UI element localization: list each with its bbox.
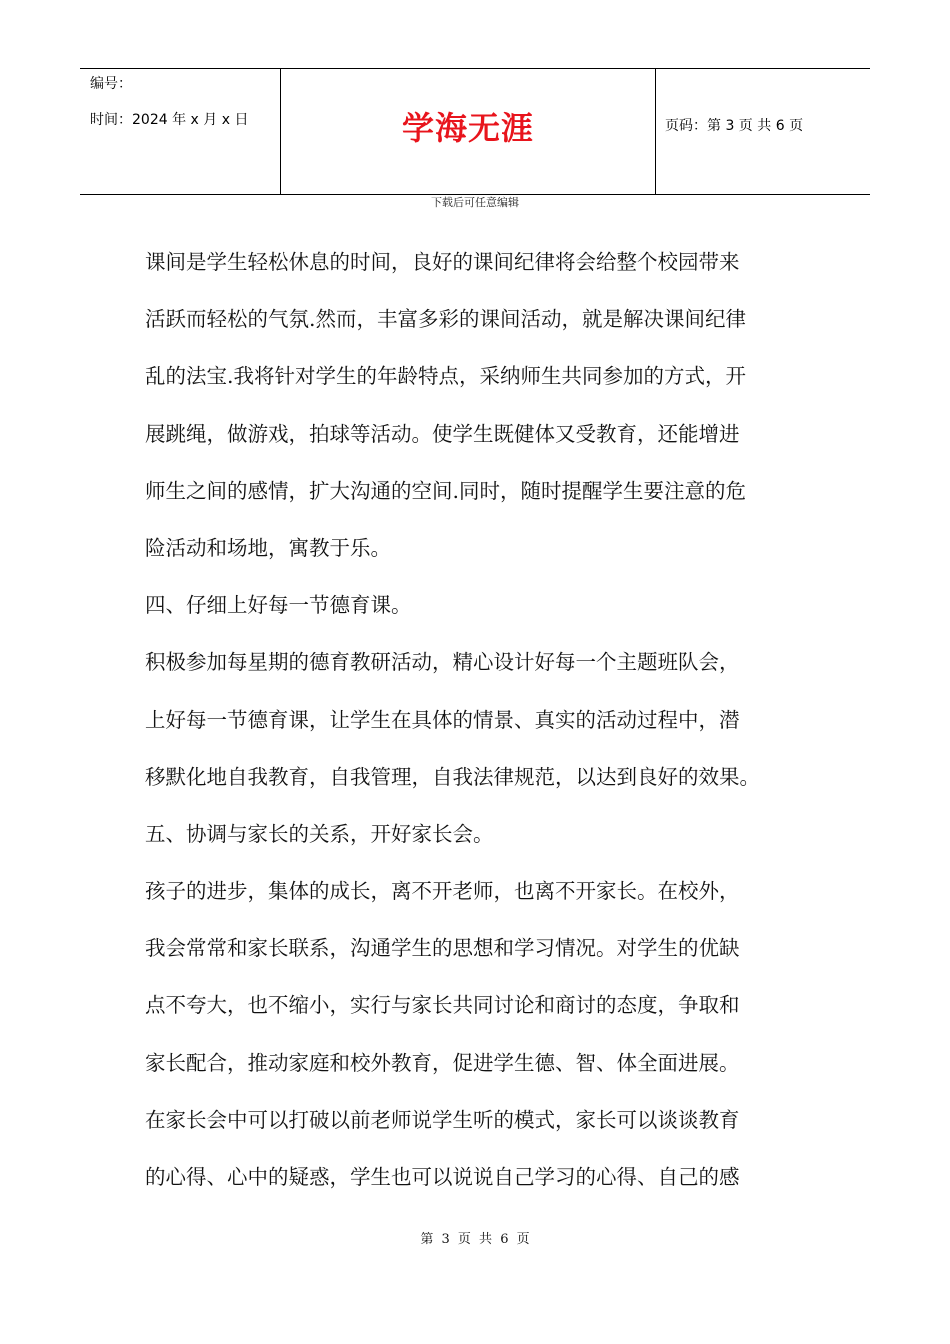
document-header (80, 68, 870, 195)
header-brand-cell (280, 69, 656, 194)
document-date-label: 时间：2024 年 x 月 x 日 (90, 112, 249, 128)
body-line: 展跳绳，做游戏，拍球等活动。使学生既健体又受教育，还能增进 (145, 421, 740, 446)
document-number-label: 编号： (90, 76, 132, 92)
body-line: 家长配合，推动家庭和校外教育，促进学生德、智、体全面进展。 (145, 1050, 740, 1075)
section-heading: 四、仔细上好每一节德育课。 (145, 593, 412, 618)
brand-title: 学海无涯 (401, 109, 534, 147)
body-line: 我会常常和家长联系，沟通学生的思想和学习情况。对学生的优缺 (145, 936, 740, 961)
section-heading: 五、协调与家长的关系，开好家长会。 (145, 821, 494, 846)
editable-notice: 下载后可任意编辑 (431, 196, 519, 209)
page-number-label: 页码：第 3 页 共 6 页 (665, 118, 804, 134)
body-line: 孩子的进步，集体的成长，离不开老师，也离不开家长。在校外， (145, 879, 740, 904)
body-line: 课间是学生轻松休息的时间，良好的课间纪律将会给整个校园带来 (145, 250, 740, 274)
body-line: 活跃而轻松的气氛.然而，丰富多彩的课间活动，就是解决课间纪律 (145, 307, 747, 332)
body-line: 点不夸大，也不缩小，实行与家长共同讨论和商讨的态度，争取和 (145, 993, 740, 1018)
body-line: 险活动和场地，寓教于乐。 (145, 535, 391, 560)
header-left-cell (80, 69, 280, 194)
body-line: 在家长会中可以打破以前老师说学生听的模式，家长可以谈谈教育 (145, 1107, 740, 1132)
page-footer: 第 3 页 共 6 页 (420, 1232, 530, 1247)
document-body (145, 234, 815, 1206)
body-line: 师生之间的感情，扩大沟通的空间.同时，随时提醒学生要注意的危 (145, 478, 747, 503)
header-right-cell (655, 69, 870, 194)
body-line: 积极参加每星期的德育教研活动，精心设计好每一个主题班队会， (145, 650, 740, 675)
body-line: 移默化地自我教育，自我管理，自我法律规范，以达到良好的效果。 (145, 764, 760, 789)
body-line: 上好每一节德育课，让学生在具体的情景、真实的活动过程中，潜 (145, 707, 740, 732)
body-line: 乱的法宝.我将针对学生的年龄特点，采纳师生共同参加的方式，开 (145, 364, 747, 389)
body-line: 的心得、心中的疑惑，学生也可以说说自己学习的心得、自己的感 (145, 1165, 740, 1189)
